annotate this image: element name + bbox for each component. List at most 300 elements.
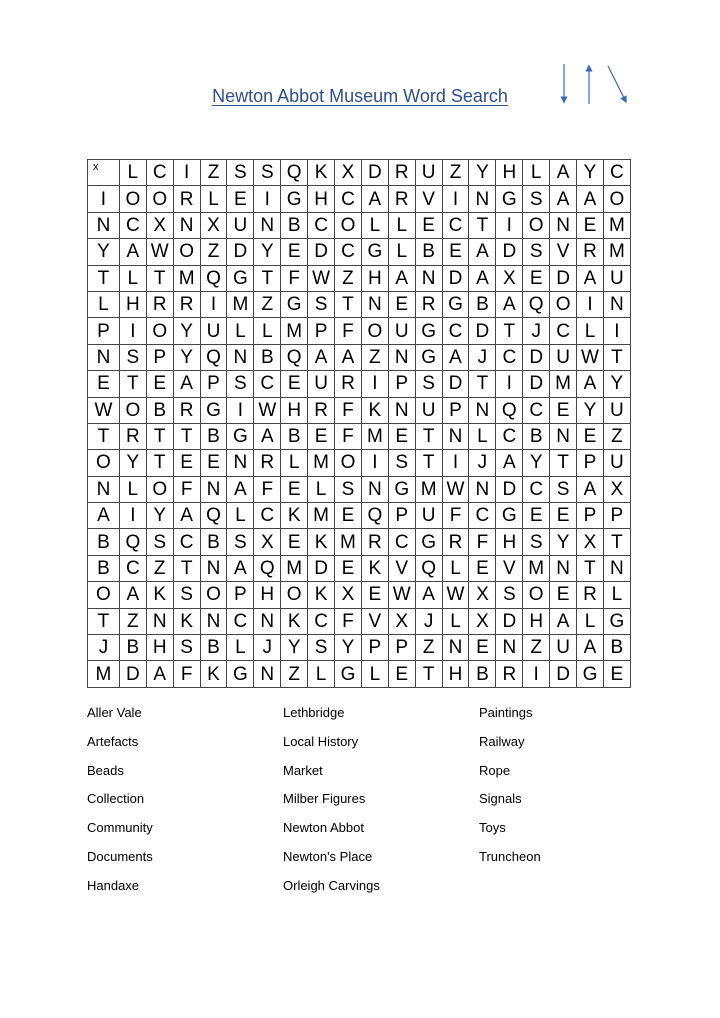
grid-cell: A bbox=[388, 265, 415, 291]
grid-cell: E bbox=[603, 661, 630, 687]
grid-cell: N bbox=[550, 212, 577, 238]
grid-cell: O bbox=[173, 239, 200, 265]
grid-cell: T bbox=[550, 450, 577, 476]
grid-cell: N bbox=[550, 555, 577, 581]
grid-cell: A bbox=[442, 344, 469, 370]
grid-cell: N bbox=[415, 265, 442, 291]
grid-cell: G bbox=[442, 291, 469, 317]
grid-cell: A bbox=[119, 582, 146, 608]
grid-cell: A bbox=[577, 635, 604, 661]
grid-cell: Z bbox=[335, 265, 362, 291]
grid-cell: H bbox=[308, 186, 335, 212]
grid-cell: D bbox=[442, 371, 469, 397]
grid-cell: K bbox=[173, 608, 200, 634]
grid-cell: L bbox=[442, 608, 469, 634]
grid-cell: U bbox=[603, 265, 630, 291]
grid-cell: C bbox=[308, 212, 335, 238]
grid-cell: E bbox=[281, 371, 308, 397]
grid-cell: N bbox=[442, 423, 469, 449]
word-list-item: Signals bbox=[479, 791, 522, 807]
grid-cell: V bbox=[496, 555, 523, 581]
grid-cell: R bbox=[361, 529, 388, 555]
grid-cell: Y bbox=[577, 160, 604, 186]
grid-row bbox=[88, 661, 631, 687]
grid-cell: B bbox=[119, 635, 146, 661]
grid-cell: O bbox=[200, 582, 227, 608]
grid-cell: P bbox=[88, 318, 120, 344]
grid-cell: U bbox=[415, 160, 442, 186]
word-list-item: Truncheon bbox=[479, 848, 541, 864]
grid-cell: L bbox=[469, 423, 496, 449]
grid-cell: Z bbox=[523, 635, 550, 661]
grid-cell: W bbox=[88, 397, 120, 423]
word-list-item: Beads bbox=[87, 762, 124, 778]
grid-cell: R bbox=[577, 239, 604, 265]
grid-cell: E bbox=[415, 212, 442, 238]
grid-cell: U bbox=[415, 397, 442, 423]
grid-row bbox=[88, 291, 631, 317]
grid-cell: A bbox=[415, 582, 442, 608]
grid-cell: W bbox=[388, 582, 415, 608]
grid-cell: R bbox=[335, 371, 362, 397]
grid-cell: J bbox=[415, 608, 442, 634]
grid-cell: L bbox=[88, 291, 120, 317]
grid-cell: W bbox=[146, 239, 173, 265]
grid-cell: X bbox=[335, 582, 362, 608]
grid-cell: N bbox=[227, 450, 254, 476]
grid-cell: P bbox=[388, 635, 415, 661]
grid-cell: I bbox=[442, 450, 469, 476]
grid-cell: I bbox=[603, 318, 630, 344]
grid-cell: A bbox=[173, 371, 200, 397]
grid-cell: O bbox=[335, 450, 362, 476]
grid-cell: Z bbox=[603, 423, 630, 449]
grid-cell: G bbox=[227, 661, 254, 687]
page-title: Newton Abbot Museum Word Search bbox=[212, 86, 508, 106]
grid-cell: Q bbox=[200, 265, 227, 291]
grid-cell: F bbox=[335, 608, 362, 634]
grid-cell: P bbox=[577, 503, 604, 529]
grid-cell: C bbox=[523, 397, 550, 423]
grid-cell: Y bbox=[603, 371, 630, 397]
grid-cell: A bbox=[550, 608, 577, 634]
grid-cell: P bbox=[308, 318, 335, 344]
grid-cell: G bbox=[415, 529, 442, 555]
grid-cell: F bbox=[335, 318, 362, 344]
grid-cell: C bbox=[119, 212, 146, 238]
grid-cell: H bbox=[119, 291, 146, 317]
grid-cell: I bbox=[119, 318, 146, 344]
grid-cell: M bbox=[173, 265, 200, 291]
grid-cell: Q bbox=[254, 555, 281, 581]
grid-cell: A bbox=[550, 160, 577, 186]
grid-cell: L bbox=[119, 160, 146, 186]
grid-cell: E bbox=[200, 450, 227, 476]
grid-cell: L bbox=[361, 661, 388, 687]
grid-cell: F bbox=[442, 503, 469, 529]
grid-row bbox=[88, 265, 631, 291]
grid-cell: N bbox=[146, 608, 173, 634]
grid-row bbox=[88, 529, 631, 555]
grid-cell: I bbox=[200, 291, 227, 317]
grid-cell: O bbox=[88, 582, 120, 608]
grid-row bbox=[88, 397, 631, 423]
grid-cell: E bbox=[308, 423, 335, 449]
grid-cell: I bbox=[523, 661, 550, 687]
grid-cell: R bbox=[173, 291, 200, 317]
grid-cell: T bbox=[496, 318, 523, 344]
grid-cell: E bbox=[281, 476, 308, 502]
grid-cell: N bbox=[88, 344, 120, 370]
grid-cell: C bbox=[146, 160, 173, 186]
grid-cell: C bbox=[119, 555, 146, 581]
grid-cell: I bbox=[361, 371, 388, 397]
grid-cell: B bbox=[200, 423, 227, 449]
grid-cell: F bbox=[173, 476, 200, 502]
grid-cell: E bbox=[550, 503, 577, 529]
grid-row bbox=[88, 635, 631, 661]
grid-cell: B bbox=[603, 635, 630, 661]
grid-cell: C bbox=[227, 608, 254, 634]
grid-cell: Y bbox=[577, 397, 604, 423]
grid-row bbox=[88, 608, 631, 634]
grid-cell: K bbox=[308, 529, 335, 555]
grid-cell: L bbox=[254, 318, 281, 344]
grid-cell: N bbox=[603, 555, 630, 581]
grid-cell: L bbox=[523, 160, 550, 186]
grid-cell: Q bbox=[281, 344, 308, 370]
grid-cell: M bbox=[361, 423, 388, 449]
grid-cell: S bbox=[146, 529, 173, 555]
grid-cell: A bbox=[496, 450, 523, 476]
grid-cell: N bbox=[361, 476, 388, 502]
grid-cell: S bbox=[308, 635, 335, 661]
grid-cell: B bbox=[146, 397, 173, 423]
grid-cell: Y bbox=[173, 344, 200, 370]
grid-cell: L bbox=[119, 265, 146, 291]
grid-cell: X bbox=[254, 529, 281, 555]
grid-cell: A bbox=[496, 291, 523, 317]
grid-cell: D bbox=[361, 160, 388, 186]
grid-cell: P bbox=[227, 582, 254, 608]
grid-cell: H bbox=[523, 608, 550, 634]
word-list-item: Market bbox=[283, 762, 323, 778]
grid-cell: E bbox=[523, 265, 550, 291]
grid-cell: M bbox=[88, 661, 120, 687]
grid-cell: M bbox=[335, 529, 362, 555]
grid-cell: C bbox=[603, 160, 630, 186]
arrow-diagonal-down-right-icon bbox=[608, 66, 625, 100]
grid-cell: U bbox=[550, 344, 577, 370]
grid-cell: X bbox=[469, 582, 496, 608]
grid-cell: R bbox=[308, 397, 335, 423]
grid-cell: T bbox=[415, 423, 442, 449]
grid-cell: T bbox=[88, 423, 120, 449]
grid-row bbox=[88, 160, 631, 186]
grid-cell: A bbox=[469, 239, 496, 265]
grid-cell: Y bbox=[146, 503, 173, 529]
grid-cell: I bbox=[119, 503, 146, 529]
grid-cell: T bbox=[146, 450, 173, 476]
word-list-item: Aller Vale bbox=[87, 705, 142, 720]
grid-cell: C bbox=[550, 318, 577, 344]
grid-cell: I bbox=[496, 212, 523, 238]
grid-cell: N bbox=[200, 555, 227, 581]
grid-cell: M bbox=[603, 239, 630, 265]
grid-cell: V bbox=[550, 239, 577, 265]
grid-cell: Z bbox=[119, 608, 146, 634]
grid-cell: N bbox=[361, 291, 388, 317]
grid-cell: E bbox=[577, 423, 604, 449]
grid-cell: Z bbox=[415, 635, 442, 661]
grid-cell: P bbox=[577, 450, 604, 476]
grid-cell: D bbox=[442, 265, 469, 291]
grid-cell: Q bbox=[523, 291, 550, 317]
grid-cell: E bbox=[577, 212, 604, 238]
grid-cell: C bbox=[254, 371, 281, 397]
grid-cell: Q bbox=[119, 529, 146, 555]
grid-cell: A bbox=[577, 186, 604, 212]
grid-cell: J bbox=[469, 450, 496, 476]
grid-cell: Y bbox=[173, 318, 200, 344]
grid-cell: R bbox=[173, 186, 200, 212]
grid-cell: N bbox=[388, 344, 415, 370]
grid-cell: L bbox=[227, 635, 254, 661]
grid-cell: I bbox=[254, 186, 281, 212]
grid-cell: G bbox=[603, 608, 630, 634]
grid-cell: R bbox=[496, 661, 523, 687]
grid-row bbox=[88, 212, 631, 238]
grid-cell: K bbox=[308, 582, 335, 608]
grid-cell: Q bbox=[200, 344, 227, 370]
grid-cell: Z bbox=[442, 160, 469, 186]
grid-row bbox=[88, 503, 631, 529]
grid-cell: C bbox=[308, 608, 335, 634]
grid-cell: M bbox=[281, 555, 308, 581]
grid-cell: N bbox=[88, 476, 120, 502]
grid-cell: D bbox=[550, 265, 577, 291]
grid-cell: C bbox=[496, 344, 523, 370]
grid-cell: H bbox=[361, 265, 388, 291]
grid-cell: J bbox=[523, 318, 550, 344]
grid-cell: E bbox=[146, 371, 173, 397]
grid-cell: K bbox=[281, 608, 308, 634]
grid-cell: A bbox=[308, 344, 335, 370]
word-list-item: Documents bbox=[87, 848, 153, 864]
grid-cell: O bbox=[146, 318, 173, 344]
grid-cell: A bbox=[577, 476, 604, 502]
grid-row bbox=[88, 186, 631, 212]
grid-cell: O bbox=[523, 582, 550, 608]
grid-cell: M bbox=[281, 318, 308, 344]
grid-cell: N bbox=[173, 212, 200, 238]
grid-cell: T bbox=[577, 555, 604, 581]
grid-cell: Q bbox=[281, 160, 308, 186]
grid-cell: N bbox=[469, 397, 496, 423]
grid-cell: F bbox=[254, 476, 281, 502]
grid-cell: L bbox=[388, 239, 415, 265]
grid-cell: E bbox=[335, 503, 362, 529]
grid-cell: W bbox=[442, 476, 469, 502]
grid-cell: G bbox=[415, 318, 442, 344]
grid-cell: E bbox=[281, 239, 308, 265]
grid-cell: G bbox=[281, 186, 308, 212]
grid-cell: B bbox=[200, 635, 227, 661]
grid-cell: C bbox=[335, 186, 362, 212]
grid-cell: B bbox=[415, 239, 442, 265]
grid-cell: N bbox=[603, 291, 630, 317]
grid-cell: S bbox=[227, 160, 254, 186]
grid-cell: L bbox=[119, 476, 146, 502]
grid-cell: G bbox=[227, 265, 254, 291]
grid-cell: L bbox=[308, 661, 335, 687]
grid-cell: S bbox=[308, 291, 335, 317]
grid-cell: B bbox=[469, 291, 496, 317]
grid-cell: C bbox=[173, 529, 200, 555]
grid-cell: A bbox=[335, 344, 362, 370]
grid-cell: R bbox=[388, 160, 415, 186]
grid-cell: P bbox=[200, 371, 227, 397]
grid-cell: Y bbox=[550, 529, 577, 555]
word-list-item: Milber Figures bbox=[283, 791, 366, 807]
grid-cell: K bbox=[361, 397, 388, 423]
grid-cell: Q bbox=[415, 555, 442, 581]
grid-cell: D bbox=[550, 661, 577, 687]
grid-cell: T bbox=[335, 291, 362, 317]
grid-cell: L bbox=[603, 582, 630, 608]
grid-cell: B bbox=[469, 661, 496, 687]
grid-cell: T bbox=[146, 423, 173, 449]
word-list-item: Paintings bbox=[479, 705, 533, 720]
grid-cell: M bbox=[415, 476, 442, 502]
grid-cell: Z bbox=[254, 291, 281, 317]
grid-cell: X bbox=[603, 476, 630, 502]
grid-cell: T bbox=[469, 212, 496, 238]
grid-cell: D bbox=[523, 371, 550, 397]
word-list-column-1 bbox=[87, 705, 153, 907]
grid-cell: E bbox=[281, 529, 308, 555]
grid-cell: B bbox=[200, 529, 227, 555]
grid-cell: H bbox=[254, 582, 281, 608]
grid-cell: R bbox=[388, 186, 415, 212]
grid-cell: A bbox=[88, 503, 120, 529]
word-list-item: Rope bbox=[479, 762, 511, 778]
grid-cell: L bbox=[577, 318, 604, 344]
grid-cell: C bbox=[469, 503, 496, 529]
grid-cell: O bbox=[550, 291, 577, 317]
grid-cell: T bbox=[88, 265, 120, 291]
direction-arrows bbox=[552, 60, 632, 110]
grid-cell: J bbox=[88, 635, 120, 661]
grid-cell: P bbox=[361, 635, 388, 661]
grid-cell: C bbox=[523, 476, 550, 502]
grid-cell: E bbox=[227, 186, 254, 212]
grid-cell: Z bbox=[281, 661, 308, 687]
grid-cell: A bbox=[146, 661, 173, 687]
grid-cell: N bbox=[227, 344, 254, 370]
grid-cell: S bbox=[523, 186, 550, 212]
grid-cell: N bbox=[442, 635, 469, 661]
grid-cell: H bbox=[496, 529, 523, 555]
grid-cell: V bbox=[361, 608, 388, 634]
grid-cell: W bbox=[577, 344, 604, 370]
grid-cell: U bbox=[388, 318, 415, 344]
grid-row bbox=[88, 582, 631, 608]
grid-cell: X bbox=[388, 608, 415, 634]
grid-cell: P bbox=[388, 371, 415, 397]
word-list-item: Handaxe bbox=[87, 877, 140, 893]
grid-row bbox=[88, 371, 631, 397]
grid-cell: D bbox=[496, 239, 523, 265]
grid-cell: Y bbox=[88, 239, 120, 265]
grid-cell: I bbox=[577, 291, 604, 317]
grid-cell: F bbox=[281, 265, 308, 291]
word-list-item: Artefacts bbox=[87, 733, 139, 749]
grid-cell: U bbox=[227, 212, 254, 238]
grid-cell: Q bbox=[496, 397, 523, 423]
grid-cell: M bbox=[308, 450, 335, 476]
grid-cell: W bbox=[254, 397, 281, 423]
grid-cell: R bbox=[577, 582, 604, 608]
grid-cell: S bbox=[523, 529, 550, 555]
grid-cell: D bbox=[308, 555, 335, 581]
grid-cell: X bbox=[335, 160, 362, 186]
grid-cell: U bbox=[308, 371, 335, 397]
grid-cell: S bbox=[388, 450, 415, 476]
grid-cell: D bbox=[523, 344, 550, 370]
grid-cell: M bbox=[227, 291, 254, 317]
grid-cell: H bbox=[146, 635, 173, 661]
grid-cell: R bbox=[119, 423, 146, 449]
grid-cell: N bbox=[88, 212, 120, 238]
grid-cell: K bbox=[200, 661, 227, 687]
grid-cell: D bbox=[308, 239, 335, 265]
grid-cell: E bbox=[361, 582, 388, 608]
grid-cell: S bbox=[254, 160, 281, 186]
grid-cell: I bbox=[227, 397, 254, 423]
grid-cell: D bbox=[119, 661, 146, 687]
grid-cell: E bbox=[523, 503, 550, 529]
grid-cell: B bbox=[281, 212, 308, 238]
grid-cell: E bbox=[388, 661, 415, 687]
grid-cell: L bbox=[200, 186, 227, 212]
grid-corner-mark: x bbox=[88, 160, 120, 186]
grid-cell: H bbox=[281, 397, 308, 423]
grid-cell: I bbox=[88, 186, 120, 212]
grid-cell: X bbox=[469, 608, 496, 634]
grid-cell: S bbox=[119, 344, 146, 370]
grid-cell: N bbox=[200, 476, 227, 502]
grid-cell: L bbox=[442, 555, 469, 581]
grid-row bbox=[88, 476, 631, 502]
grid-cell: G bbox=[361, 239, 388, 265]
grid-cell: A bbox=[227, 555, 254, 581]
grid-cell: R bbox=[146, 291, 173, 317]
grid-cell: T bbox=[173, 423, 200, 449]
grid-cell: S bbox=[227, 529, 254, 555]
grid-row bbox=[88, 318, 631, 344]
grid-cell: D bbox=[496, 476, 523, 502]
grid-cell: E bbox=[388, 423, 415, 449]
grid-cell: A bbox=[577, 371, 604, 397]
grid-cell: T bbox=[173, 555, 200, 581]
grid-cell: N bbox=[469, 186, 496, 212]
grid-row bbox=[88, 555, 631, 581]
word-list-item: Collection bbox=[87, 791, 145, 807]
word-list-item: Newton's Place bbox=[283, 848, 373, 864]
grid-cell: O bbox=[603, 186, 630, 212]
grid-cell: D bbox=[469, 318, 496, 344]
